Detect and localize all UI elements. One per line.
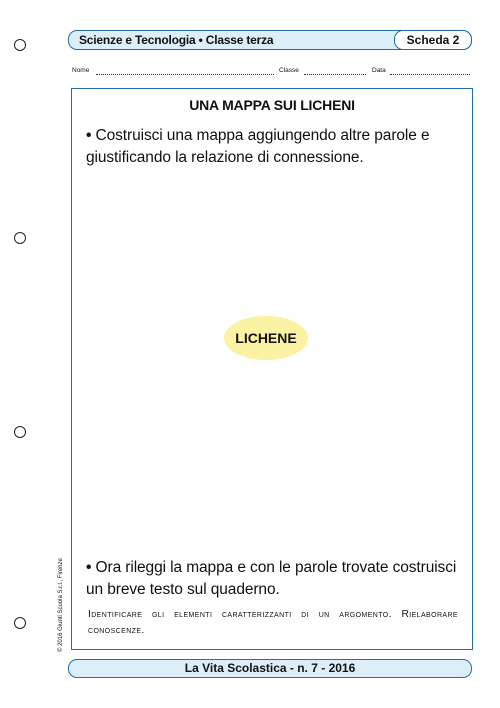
- date-label: Data: [372, 67, 386, 74]
- date-line[interactable]: [390, 74, 470, 75]
- binder-hole-3: [14, 426, 26, 438]
- binder-hole-1: [14, 39, 26, 51]
- binder-hole-4: [14, 617, 26, 629]
- name-line[interactable]: [96, 74, 274, 75]
- name-label: Nome: [72, 67, 90, 74]
- class-line[interactable]: [304, 74, 366, 75]
- bullet-icon: •: [86, 559, 92, 576]
- instruction-2: [86, 557, 458, 601]
- student-info-row: [72, 67, 472, 79]
- concept-node-label: LICHENE: [235, 330, 297, 346]
- footer-bar: La Vita Scolastica - n. 7 - 2016: [68, 659, 472, 678]
- bullet-icon: •: [86, 127, 92, 144]
- worksheet-title: UNA MAPPA SUI LICHENI: [189, 97, 355, 113]
- concept-node-lichene: [224, 316, 308, 360]
- header-title: Scienze e Tecnologia • Classe terza: [79, 33, 274, 47]
- header-bar: [68, 30, 472, 50]
- copyright-notice: © 2016 Giunti Scuola S.r.l., Firenze: [58, 558, 64, 652]
- class-label: Classe: [279, 67, 299, 74]
- learning-objective: Identificare gli elementi caratterizzanti di un argomento. Rielaborare conoscenze.: [88, 609, 458, 636]
- instruction-2-text: Ora rileggi la mappa e con le parole trovate costruisci un breve testo sul quaderno.: [86, 559, 457, 598]
- instruction-1: [86, 125, 458, 169]
- instruction-1-text: Costruisci una mappa aggiungendo altre parole e giustificando la relazione di connessione.: [86, 127, 430, 166]
- worksheet-card: [71, 88, 473, 650]
- scheda-label: Scheda 2: [394, 30, 472, 50]
- binder-hole-2: [14, 232, 26, 244]
